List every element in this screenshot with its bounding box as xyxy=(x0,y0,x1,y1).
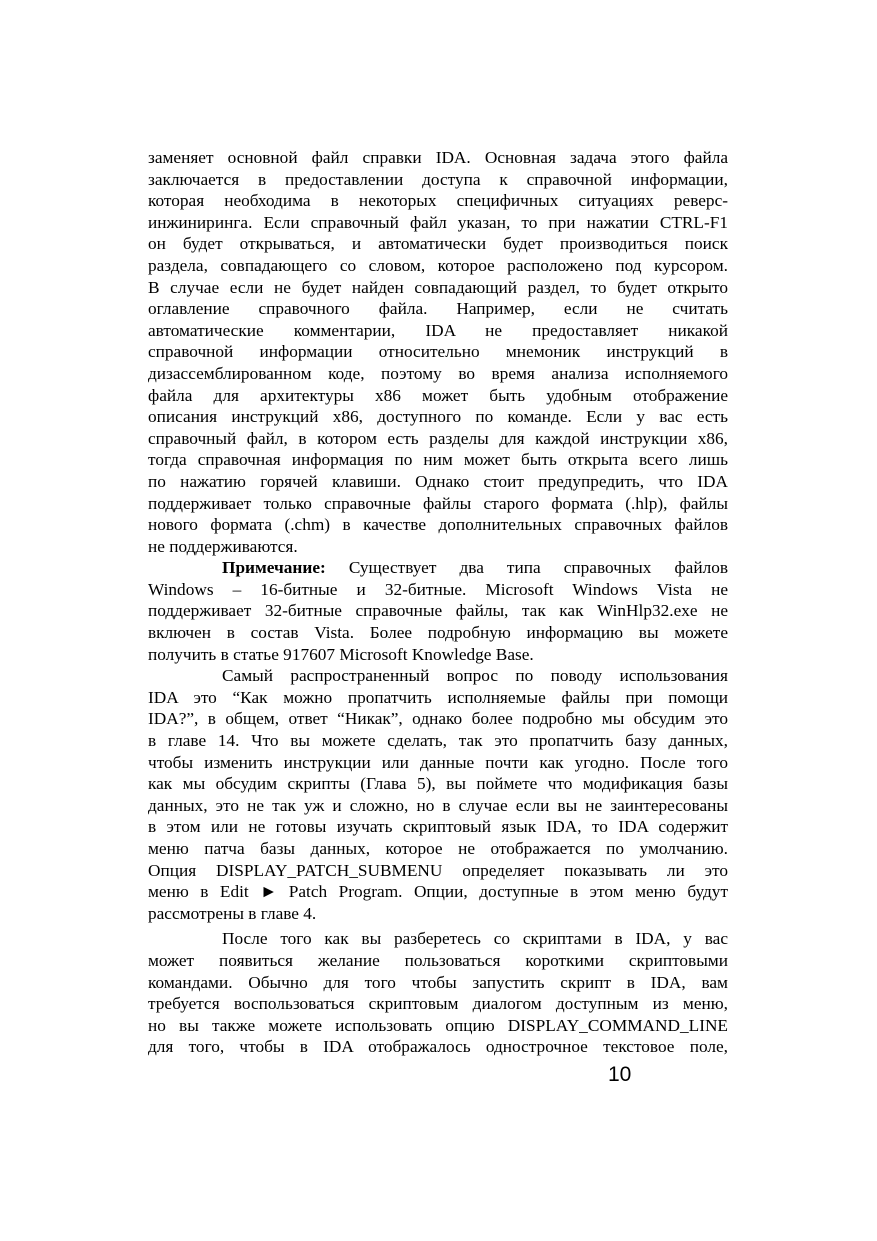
text-line: Windows – 16-битные и 32-битные. Microsoft Windows Vista не xyxy=(148,579,728,599)
text-line: После того как вы разберетесь со скриптами в IDA, у вас xyxy=(222,929,728,949)
note-text: Существует два типа справочных файлов xyxy=(325,558,728,578)
text-line: Опция DISPLAY_PATCH_SUBMENU определяет показывать ли это xyxy=(148,860,728,880)
text-line: IDA?”, в общем, ответ “Никак”, однако более подробно мы обсудим это xyxy=(148,709,728,729)
text-line: требуется воспользоваться скриптовым диалогом доступным из меню, xyxy=(148,994,728,1014)
text-line: он будет открываться, и автоматически будет производиться поиск xyxy=(148,234,728,254)
text-line: заключается в предоставлении доступа к справочной информации, xyxy=(148,169,728,189)
text-line: в главе 14. Что вы можете сделать, так это пропатчить базу данных, xyxy=(148,731,728,751)
text-line: IDA это “Как можно пропатчить исполняемые файлы при помощи xyxy=(148,687,728,707)
text-line: меню патча базы данных, которое не отображается по умолчанию. xyxy=(148,839,728,858)
text-line: получить в статье 917607 Microsoft Knowledge Base. xyxy=(148,644,534,664)
text-line: заменяет основной файл справки IDA. Основная задача этого файла xyxy=(148,148,728,167)
note-label: Примечание: xyxy=(222,558,326,578)
text-line: но вы также можете использовать опцию DISPLAY_COMMAND_LINE xyxy=(148,1015,728,1035)
text-line: по нажатию горячей клавиши. Однако стоит предупредить, что IDA xyxy=(148,471,728,491)
text-line: рассмотрены в главе 4. xyxy=(148,903,317,923)
text-line: В случае если не будет найден совпадающий раздел, то будет открыто xyxy=(148,277,728,297)
text-line: описания инструкций x86, доступного по команде. Если у вас есть xyxy=(148,407,728,427)
paragraph-command-line xyxy=(148,928,728,1058)
text-line: Самый распространенный вопрос по поводу использования xyxy=(222,666,728,686)
paragraph-note xyxy=(148,557,728,665)
text-line: может появиться желание пользоваться короткими скриптовыми xyxy=(148,950,728,970)
text-line: справочный файл, в котором есть разделы для каждой инструкции x86, xyxy=(148,428,728,448)
text-line: меню в Edit ► Patch Program. Опции, доступные в этом меню будут xyxy=(148,882,728,902)
text-line: которая необходима в некоторых специфичных ситуациях реверс- xyxy=(148,191,728,211)
text-line: автоматические комментарии, IDA не предоставляет никакой xyxy=(148,320,728,340)
page-number: 10 xyxy=(608,1063,632,1086)
text-line: не поддерживаются. xyxy=(148,536,298,556)
paragraph-help-file xyxy=(148,147,728,557)
text-line: как мы обсудим скрипты (Глава 5), вы поймете что модификация базы xyxy=(148,774,728,794)
text-line: оглавление справочного файла. Например, если не считать xyxy=(148,299,728,319)
text-line: для того, чтобы в IDA отображалось однострочное текстовое поле, xyxy=(148,1037,728,1057)
text-line: инжиниринга. Если справочный файл указан, то при нажатии CTRL-F1 xyxy=(148,212,728,232)
text-line: поддерживает 32-битные справочные файлы, так как WinHlp32.exe не xyxy=(148,601,728,621)
text-line: файла для архитектуры x86 может быть удобным отображение xyxy=(148,385,728,405)
text-line: дизассемблированном коде, поэтому во время анализа исполняемого xyxy=(148,363,728,383)
text-line: включен в состав Vista. Более подробную информацию вы можете xyxy=(148,623,728,643)
text-line: раздела, совпадающего со словом, которое расположено под курсором. xyxy=(148,255,728,275)
text-line: командами. Обычно для того чтобы запустить скрипт в IDA, вам xyxy=(148,972,728,992)
text-line: данных, это не так уж и сложно, но в случае если вы не заинтересованы xyxy=(148,795,728,815)
text-line: нового формата (.chm) в качестве дополнительных справочных файлов xyxy=(148,515,728,535)
text-line: справочной информации относительно мнемоник инструкций в xyxy=(148,342,728,362)
text-line: тогда справочная информация по ним может быть открыта всего лишь xyxy=(148,450,728,470)
text-line: поддерживает только справочные файлы старого формата (.hlp), файлы xyxy=(148,493,728,513)
body-text xyxy=(148,147,728,1058)
text-line: в этом или не готовы изучать скриптовый язык IDA, то IDA содержит xyxy=(148,817,728,837)
text-line: чтобы изменить инструкции или данные почти как угодно. После того xyxy=(148,752,728,772)
text-line xyxy=(148,557,728,579)
paragraph-patching xyxy=(148,665,728,924)
